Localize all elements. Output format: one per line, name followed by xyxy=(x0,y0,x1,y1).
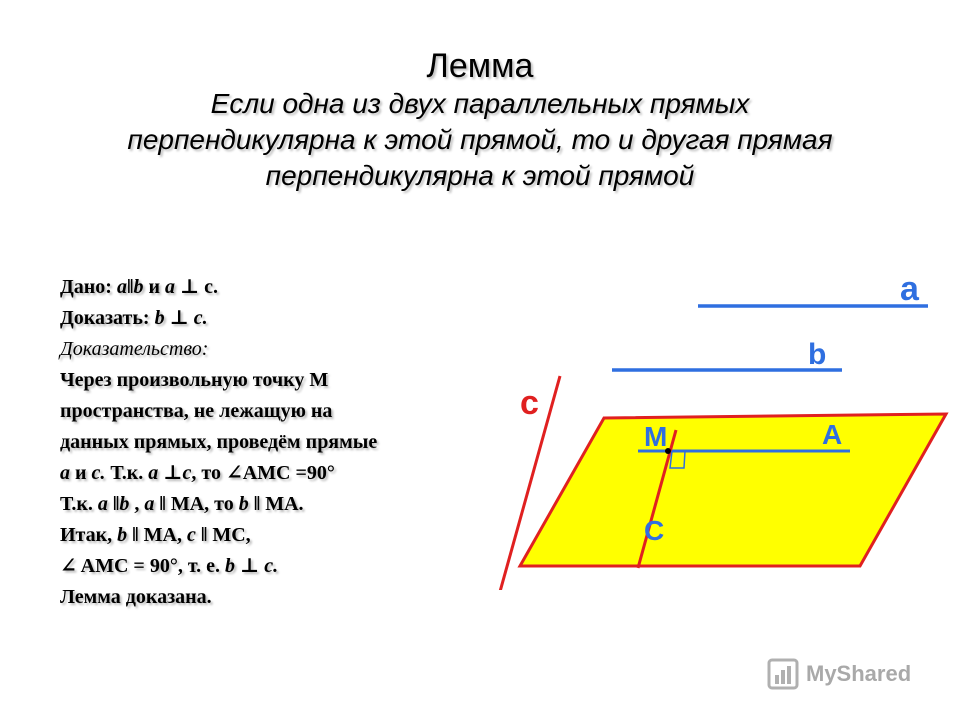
plane xyxy=(520,414,946,566)
title-block xyxy=(40,46,920,194)
l5-par: ‖ xyxy=(107,493,120,515)
label-c-line: c xyxy=(520,384,539,422)
l7-b: b xyxy=(225,555,236,577)
lemma-statement-line-3: перпендикулярна к этой прямой xyxy=(265,160,695,191)
l7-start: ∠ AMC = 90°, т. е. xyxy=(60,555,226,577)
l5-a2: a xyxy=(144,493,155,515)
l6-end: ‖ MC, xyxy=(195,524,251,546)
given-b: b xyxy=(133,276,144,298)
given-line xyxy=(60,272,500,303)
l5-rest: ‖ MA, то xyxy=(154,493,239,515)
l5-tk: Т.к. xyxy=(60,493,98,515)
l6-c: c xyxy=(186,524,196,546)
label-m: M xyxy=(644,421,668,452)
prove-label: Доказать: xyxy=(60,307,150,329)
given-perp: ⊥ xyxy=(174,276,205,298)
given-c: c. xyxy=(204,276,219,298)
proof-line-1: Через произвольную точку M xyxy=(60,369,329,391)
given-parallel: ‖ xyxy=(126,276,134,298)
l4-c: c. xyxy=(91,462,106,484)
l5-b: b xyxy=(119,493,130,515)
proof-line-6 xyxy=(60,520,500,551)
proof-conclusion: Лемма доказана. xyxy=(60,586,212,608)
watermark xyxy=(766,654,911,694)
l5-b2: b xyxy=(238,493,249,515)
l4-a: a xyxy=(60,462,70,484)
given-label: Дано: xyxy=(60,276,112,298)
prove-line xyxy=(60,303,500,334)
l7-perp: ⊥ xyxy=(235,555,265,577)
l5-mid: , xyxy=(129,493,145,515)
proof-line-4 xyxy=(60,458,500,489)
l7-c: c. xyxy=(264,555,279,577)
l4-rest: , то ∠AMC =90° xyxy=(191,462,335,484)
label-A: A xyxy=(822,419,843,450)
proof-text xyxy=(60,272,500,613)
watermark-text: MyShared xyxy=(806,661,912,686)
given-a2: a xyxy=(164,276,175,298)
l5-a: a xyxy=(97,493,108,515)
l4-a2: a xyxy=(148,462,159,484)
l6-start: Итак, xyxy=(60,524,118,546)
l4-c2: c xyxy=(182,462,192,484)
lemma-statement-line-1: Если одна из двух параллельных прямых xyxy=(210,88,750,119)
given-and: и xyxy=(143,276,165,298)
l4-and: и xyxy=(70,462,92,484)
label-b: b xyxy=(808,338,827,371)
lemma-statement-line-2: перпендикулярна к этой прямой, то и другая прямая xyxy=(127,124,833,155)
proof-line-7 xyxy=(60,551,500,582)
l6-mid: ‖ MA, xyxy=(127,524,187,546)
l4-tk: Т.к. xyxy=(105,462,149,484)
proof-heading: Доказательство: xyxy=(60,338,209,360)
proof-line-5 xyxy=(60,489,500,520)
proof-line-3: данных прямых, проведём прямые xyxy=(60,431,378,453)
slide-title: Лемма xyxy=(426,47,534,85)
l6-b: b xyxy=(117,524,128,546)
geometry-figure xyxy=(480,260,950,590)
prove-perp: ⊥ xyxy=(164,307,194,329)
given-a: a xyxy=(116,276,127,298)
myshared-logo-icon xyxy=(766,657,800,691)
label-C: C xyxy=(644,515,665,546)
l4-perp: ⊥ xyxy=(158,462,183,484)
proof-line-2: пространства, не лежащую на xyxy=(60,400,333,422)
l5-end: ‖ MA. xyxy=(248,493,304,515)
label-a: a xyxy=(900,270,919,308)
prove-b: b xyxy=(154,307,165,329)
prove-c: c. xyxy=(193,307,208,329)
